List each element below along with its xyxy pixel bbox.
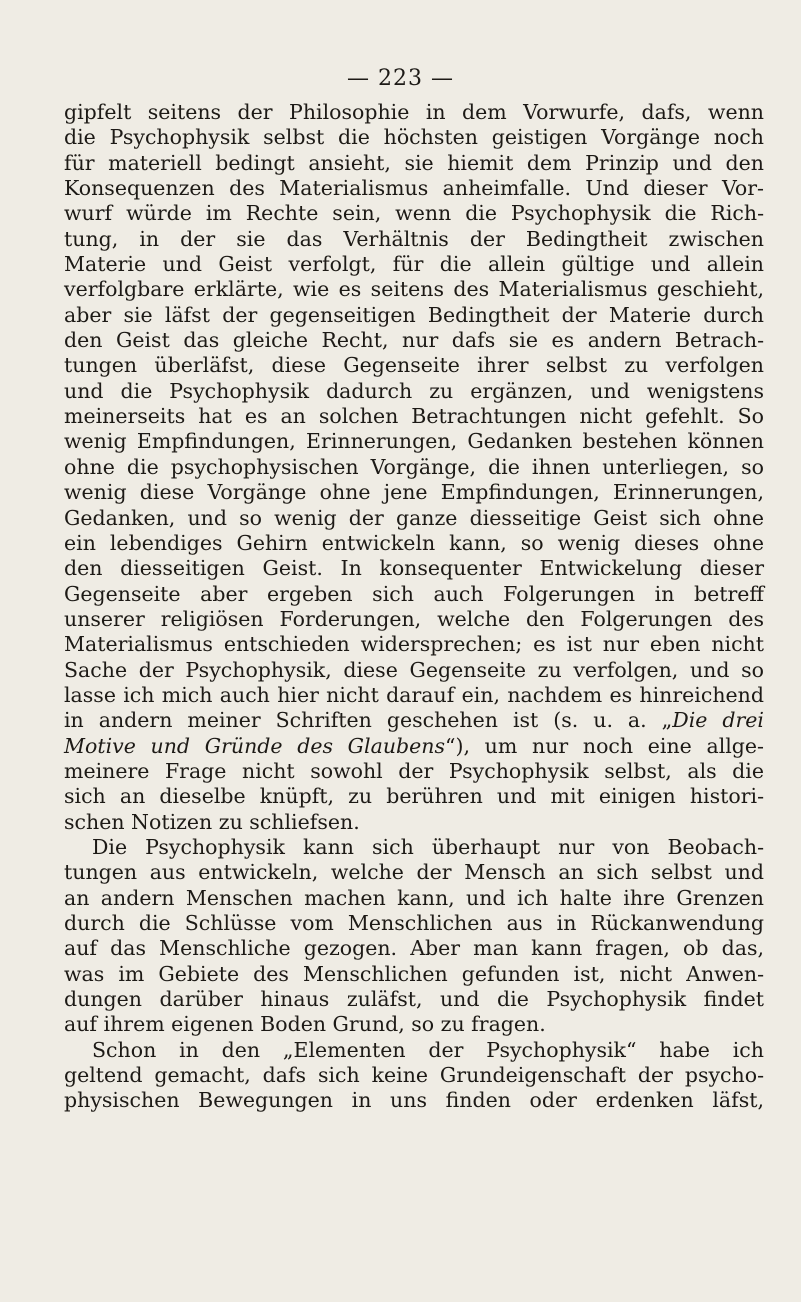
- text-line: Materialismus entschieden widersprechen; es ist nur eben nicht: [64, 632, 764, 657]
- text-line: tungen aus entwickeln, welche der Mensch an sich selbst und: [64, 860, 764, 885]
- text-line: und die Psychophysik dadurch zu ergänzen, und wenigstens: [64, 378, 764, 403]
- text-line: wenig diese Vorgänge ohne jene Empfindungen, Erinnerungen,: [64, 480, 764, 505]
- text-line: meinerseits hat es an solchen Betrachtungen nicht gefehlt. So: [64, 404, 764, 429]
- text-line: für materiell bedingt ansieht, sie hiemit dem Prinzip und den: [64, 150, 764, 175]
- text-line: lasse ich mich auch hier nicht darauf ein, nachdem es hinreichend: [64, 682, 764, 707]
- text-line-with-italic: [64, 734, 764, 759]
- text-line: meinere Frage nicht sowohl der Psychophysik selbst, als die: [64, 758, 764, 783]
- italic-title: Motive und Gründe des Glaubens: [64, 733, 446, 758]
- text-line: dungen darüber hinaus zuläfst, und die Psychophysik findet: [64, 987, 764, 1012]
- text-line: den Geist das gleiche Recht, nur dafs sie es andern Betrach-: [64, 328, 764, 353]
- text-line: verfolgbare erklärte, wie es seitens des Materialismus geschieht,: [64, 277, 764, 302]
- text-line: auf ihrem eigenen Boden Grund, so zu fragen.: [64, 1012, 546, 1037]
- text-line: geltend gemacht, dafs sich keine Grundeigenschaft der psycho-: [64, 1063, 764, 1088]
- text-line: Materie und Geist verfolgt, für die allein gültige und allein: [64, 252, 764, 277]
- text-line: wenig Empfindungen, Erinnerungen, Gedanken bestehen können: [64, 429, 764, 454]
- text-line: durch die Schlüsse vom Menschlichen aus in Rückanwendung: [64, 911, 764, 935]
- text-line: schen Notizen zu schliefsen.: [64, 809, 360, 834]
- text-line: Gedanken, und so wenig der ganze diesseitige Geist sich ohne: [64, 505, 764, 530]
- text-line: ein lebendiges Gehirn entwickeln kann, so wenig dieses ohne: [64, 530, 764, 555]
- text-line: Gegenseite aber ergeben sich auch Folgerungen in betreff: [64, 581, 764, 606]
- text-line: an andern Menschen machen kann, und ich halte ihre Grenzen: [64, 885, 764, 910]
- text-run: in andern meiner Schriften geschehen ist (s. u. a. „: [64, 708, 673, 733]
- text-line: sich an dieselbe knüpft, zu berühren und mit einigen histori-: [64, 784, 764, 809]
- text-run: “), um nur noch eine allge-: [445, 733, 764, 758]
- text-line: gipfelt seitens der Philosophie in dem Vorwurfe, dafs, wenn: [64, 100, 764, 124]
- italic-title: Die drei: [672, 708, 764, 733]
- text-line: ohne die psychophysischen Vorgänge, die ihnen unterliegen, so: [64, 454, 764, 479]
- text-line: wurf würde im Rechte sein, wenn die Psychophysik die Rich-: [64, 201, 764, 226]
- text-line: unserer religiösen Forderungen, welche den Folgerungen des: [64, 606, 764, 631]
- text-line: tungen überläfst, diese Gegenseite ihrer selbst zu verfolgen: [64, 353, 764, 378]
- text-line: die Psychophysik selbst die höchsten geistigen Vorgänge noch: [64, 125, 764, 150]
- page-number: — 223 —: [347, 66, 454, 91]
- text-line: auf das Menschliche gezogen. Aber man kann fragen, ob das,: [64, 936, 764, 961]
- text-line: Konsequenzen des Materialismus anheimfalle. Und dieser Vor-: [64, 176, 764, 201]
- body-text: [64, 100, 764, 1114]
- text-line: Die Psychophysik kann sich überhaupt nur von Beobach-: [92, 834, 764, 859]
- text-line: physischen Bewegungen in uns finden oder erdenken läfst,: [64, 1088, 764, 1113]
- text-line: tung, in der sie das Verhältnis der Bedingtheit zwischen: [64, 226, 764, 251]
- text-line: Sache der Psychophysik, diese Gegenseite zu verfolgen, und so: [64, 657, 764, 682]
- text-line: aber sie läfst der gegenseitigen Bedingtheit der Materie durch: [64, 302, 764, 327]
- text-line: Schon in den „Elementen der Psychophysik“ habe ich: [92, 1037, 764, 1062]
- text-line: was im Gebiete des Menschlichen gefunden ist, nicht Anwen-: [64, 961, 764, 986]
- text-line-with-italic: [64, 708, 764, 733]
- text-line: den diesseitigen Geist. In konsequenter Entwickelung dieser: [64, 556, 764, 581]
